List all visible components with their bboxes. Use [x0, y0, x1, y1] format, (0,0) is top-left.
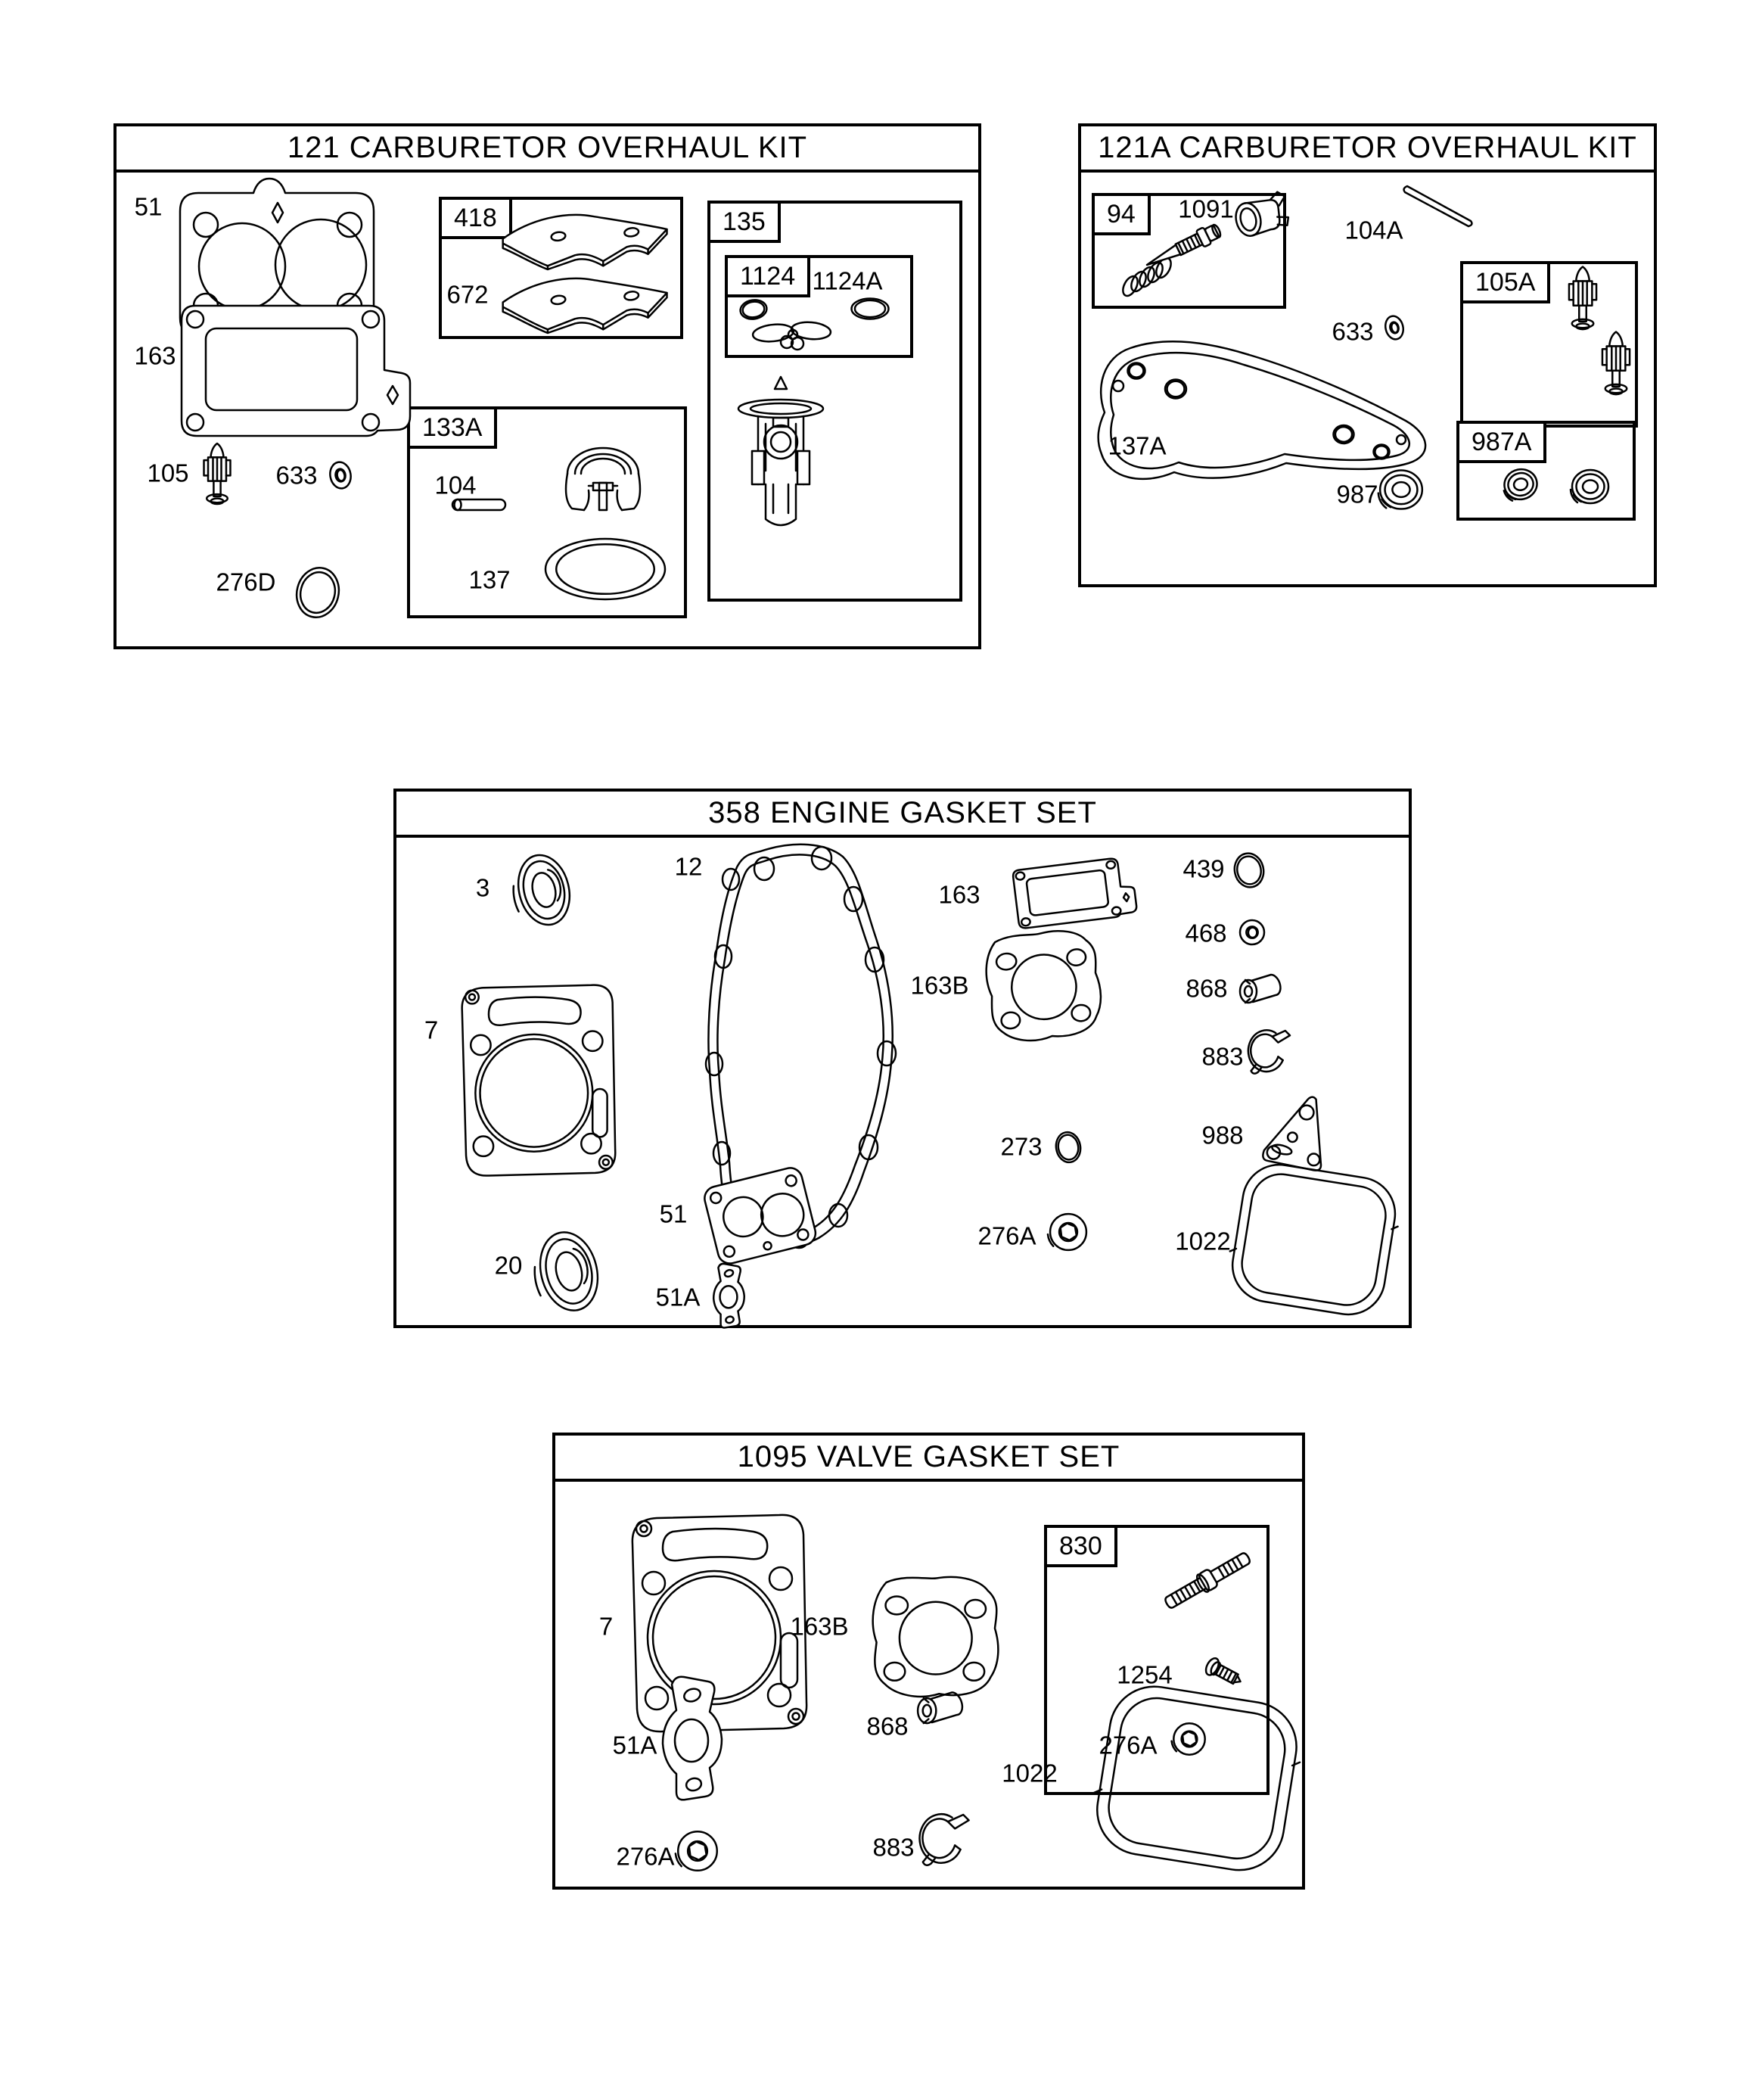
part-label-672: 672	[446, 280, 489, 309]
part-label-163b: 163B	[910, 971, 969, 1000]
part-label-883: 883	[1201, 1042, 1244, 1071]
part-label-163c: 163	[938, 880, 981, 909]
sub-box-label-830: 830	[1044, 1525, 1117, 1567]
part-label-868: 868	[1186, 974, 1228, 1003]
part-label-7b: 7	[598, 1612, 614, 1641]
part-label-51ab: 51A	[612, 1731, 657, 1759]
part-label-276a-inner: 276A	[1099, 1731, 1158, 1759]
part-label-20: 20	[494, 1251, 523, 1280]
part-label-883b: 883	[872, 1833, 915, 1862]
sub-box-label-135: 135	[707, 201, 781, 243]
part-label-1254: 1254	[1117, 1660, 1173, 1689]
part-label-1124a: 1124A	[812, 266, 883, 295]
part-label-468: 468	[1185, 919, 1227, 947]
sub-box-105a	[1460, 261, 1638, 428]
part-label-163: 163	[134, 341, 176, 370]
section-358-engine-gasket-set	[393, 789, 1412, 1328]
part-label-51: 51	[134, 192, 163, 221]
part-label-868b: 868	[866, 1712, 909, 1741]
sub-box-418	[439, 197, 683, 339]
part-label-1022b: 1022	[1002, 1759, 1058, 1787]
part-label-1022: 1022	[1175, 1227, 1231, 1255]
part-label-105: 105	[147, 459, 189, 487]
part-label-3: 3	[475, 873, 490, 902]
section-title-121: 121 CARBURETOR OVERHAUL KIT	[117, 126, 978, 173]
part-label-7: 7	[424, 1016, 439, 1044]
section-title-121a: 121A CARBURETOR OVERHAUL KIT	[1081, 126, 1654, 173]
sub-box-label-94: 94	[1092, 193, 1151, 235]
part-label-439: 439	[1183, 854, 1225, 883]
part-label-51a: 51A	[655, 1283, 701, 1311]
sub-box-label-418: 418	[439, 197, 512, 239]
section-title-1095: 1095 VALVE GASKET SET	[555, 1436, 1302, 1482]
part-label-988: 988	[1201, 1121, 1244, 1150]
part-label-104: 104	[434, 471, 477, 499]
part-label-276ab: 276A	[616, 1842, 675, 1871]
part-label-633: 633	[275, 461, 318, 490]
part-label-987: 987	[1336, 480, 1378, 509]
sub-box-label-105a: 105A	[1460, 261, 1550, 303]
part-label-104a: 104A	[1344, 216, 1403, 244]
sub-box-label-133a: 133A	[407, 406, 497, 449]
sub-box-label-1124: 1124	[725, 255, 810, 297]
part-label-12: 12	[674, 852, 703, 881]
section-title-358: 358 ENGINE GASKET SET	[396, 792, 1409, 838]
sub-box-987a	[1456, 421, 1636, 521]
part-label-633a: 633	[1332, 317, 1374, 346]
sub-box-133a	[407, 406, 687, 618]
part-label-163bb: 163B	[790, 1612, 849, 1641]
part-label-137: 137	[468, 565, 511, 594]
part-label-51s: 51	[659, 1199, 688, 1228]
sub-box-label-987a: 987A	[1456, 421, 1546, 463]
part-label-276d: 276D	[216, 568, 276, 596]
part-label-1091: 1091	[1178, 194, 1234, 223]
part-label-137a: 137A	[1108, 431, 1167, 460]
part-label-276a: 276A	[977, 1221, 1036, 1250]
part-label-273: 273	[1000, 1132, 1043, 1161]
